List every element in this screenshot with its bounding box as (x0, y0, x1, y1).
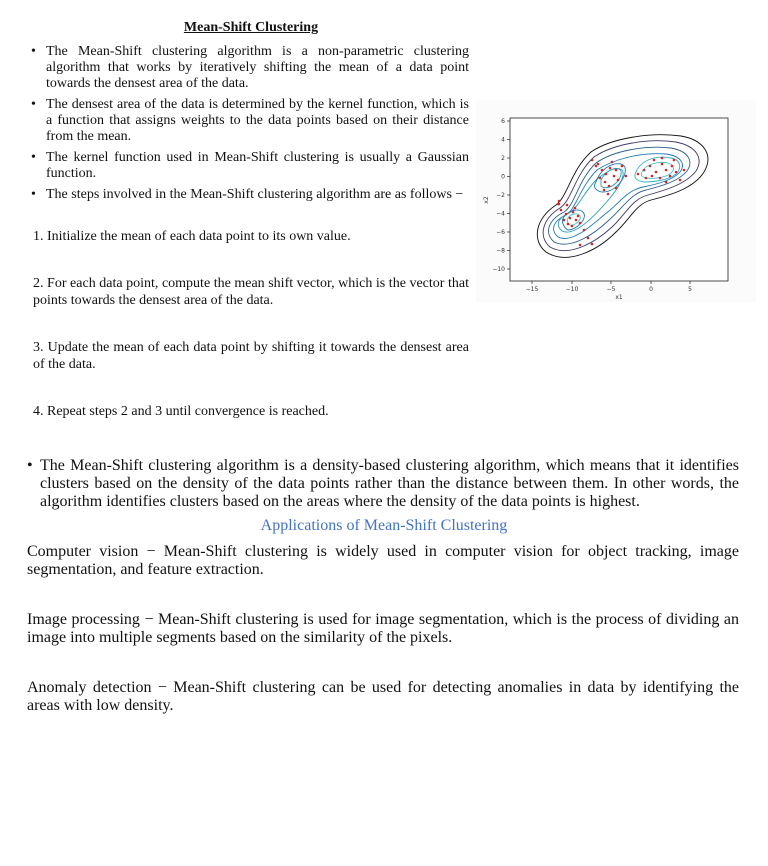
data-point (653, 159, 656, 162)
y-tick-label: 4 (501, 136, 505, 144)
x-axis-label: x1 (615, 294, 623, 301)
mean-shift-contour-figure (476, 100, 756, 302)
contour-plot (476, 100, 756, 302)
data-point (671, 165, 674, 168)
data-point (665, 181, 668, 184)
data-point (645, 177, 648, 180)
applications-heading: Applications of Mean-Shift Clustering (260, 517, 508, 534)
y-tick-label: −6 (496, 229, 505, 236)
data-point (583, 229, 586, 232)
data-point (675, 171, 678, 174)
y-tick-label: −8 (496, 247, 505, 255)
data-point (615, 169, 618, 172)
y-tick-label: 2 (501, 155, 505, 162)
data-point (567, 223, 570, 226)
intro-column (33, 44, 469, 208)
data-point (571, 225, 574, 228)
x-tick-label: 0 (649, 286, 653, 293)
intro-bullet: • The Mean-Shift clustering algorithm is a non-parametric clustering algorithm that works by iteratively shifting the mean of a data point towards the densest area of the data. (33, 44, 469, 92)
intro-bullet-list (33, 44, 469, 203)
x-tick-label: −10 (565, 286, 579, 293)
data-point (560, 209, 563, 212)
y-tick-label: 6 (501, 118, 505, 125)
data-point (557, 203, 560, 206)
y-tick-label: −10 (492, 266, 505, 273)
data-point (579, 244, 582, 247)
data-point (673, 159, 676, 162)
step-4: 4. Repeat steps 2 and 3 until convergence is reached. (33, 404, 329, 419)
density-bullet-text: The Mean-Shift clustering algorithm is a density-based clustering algorithm, which means that it identifies clusters based on the density of the data points rather than the distance between them. In other words, the algorithm identifies clusters based on the areas where the density of the data points is highest. (40, 457, 739, 510)
data-point (609, 167, 612, 170)
intro-bullet: • The kernel function used in Mean-Shift clustering is usually a Gaussian function. (33, 150, 469, 182)
page-title: Mean-Shift Clustering (183, 20, 319, 35)
data-point (655, 171, 658, 174)
x-tick-label: −15 (525, 286, 539, 293)
data-point (595, 165, 598, 168)
data-point (597, 163, 600, 166)
data-point (591, 243, 594, 246)
data-point (563, 219, 566, 222)
data-point (649, 165, 652, 168)
data-point (607, 193, 610, 196)
data-point (621, 165, 624, 168)
data-point (577, 215, 580, 218)
data-point (615, 187, 618, 190)
data-point (679, 179, 682, 182)
data-point (637, 173, 640, 176)
bullet-dot: • (27, 457, 33, 474)
application-image-processing: Image processing − Mean-Shift clustering is used for image segmentation, which is the process of dividing an image into multiple segments based on the similarity of the pixels. (27, 611, 739, 646)
data-point (565, 213, 568, 216)
x-tick-label: 5 (688, 286, 692, 293)
data-point (665, 169, 668, 172)
x-tick-marks (532, 281, 690, 284)
data-point (575, 219, 578, 222)
step-2: 2. For each data point, compute the mean shift vector, which is the vector that points towards the densest area of the data. (33, 276, 469, 308)
step-1: 1. Initialize the mean of each data point to its own value. (33, 229, 351, 244)
data-point (572, 211, 575, 214)
data-point (569, 217, 572, 220)
data-point (608, 185, 611, 188)
data-point (603, 189, 606, 192)
data-point (661, 157, 664, 160)
data-point (604, 181, 607, 184)
data-point (669, 175, 672, 178)
data-point (625, 175, 628, 178)
data-point (661, 163, 664, 166)
y-tick-label: −4 (496, 210, 505, 218)
data-point (566, 204, 569, 207)
density-bullet (27, 457, 739, 511)
y-tick-label: −2 (496, 192, 505, 199)
data-point (617, 179, 620, 182)
data-point (558, 200, 561, 203)
intro-bullet: • The steps involved in the Mean-Shift clustering algorithm are as follows − (33, 187, 469, 203)
data-point (651, 175, 654, 178)
application-computer-vision: Computer vision − Mean-Shift clustering is widely used in computer vision for object tracking, image segmentation, and feature extraction. (27, 543, 739, 578)
data-point (591, 159, 594, 162)
data-point (611, 161, 614, 164)
data-point (599, 177, 602, 180)
data-point (683, 169, 686, 172)
data-point (587, 237, 590, 240)
data-point (601, 169, 604, 172)
y-tick-label: 0 (501, 173, 505, 181)
data-point (579, 222, 582, 225)
data-point (643, 169, 646, 172)
x-tick-label: −5 (606, 286, 616, 293)
step-3: 3. Update the mean of each data point by shifting it towards the densest area of the data. (33, 340, 469, 372)
y-axis-label: x2 (483, 196, 490, 204)
intro-bullet: • The densest area of the data is determined by the kernel function, which is a function that assigns weights to the data points based on their distance from the mean. (33, 97, 469, 145)
data-point (574, 207, 577, 210)
data-point (659, 177, 662, 180)
data-point (613, 175, 616, 178)
y-tick-marks (507, 121, 510, 269)
plot-frame (510, 118, 728, 281)
data-point (605, 173, 608, 176)
application-anomaly-detection: Anomaly detection − Mean-Shift clustering can be used for detecting anomalies in data by identifying the areas with low density. (27, 679, 739, 714)
